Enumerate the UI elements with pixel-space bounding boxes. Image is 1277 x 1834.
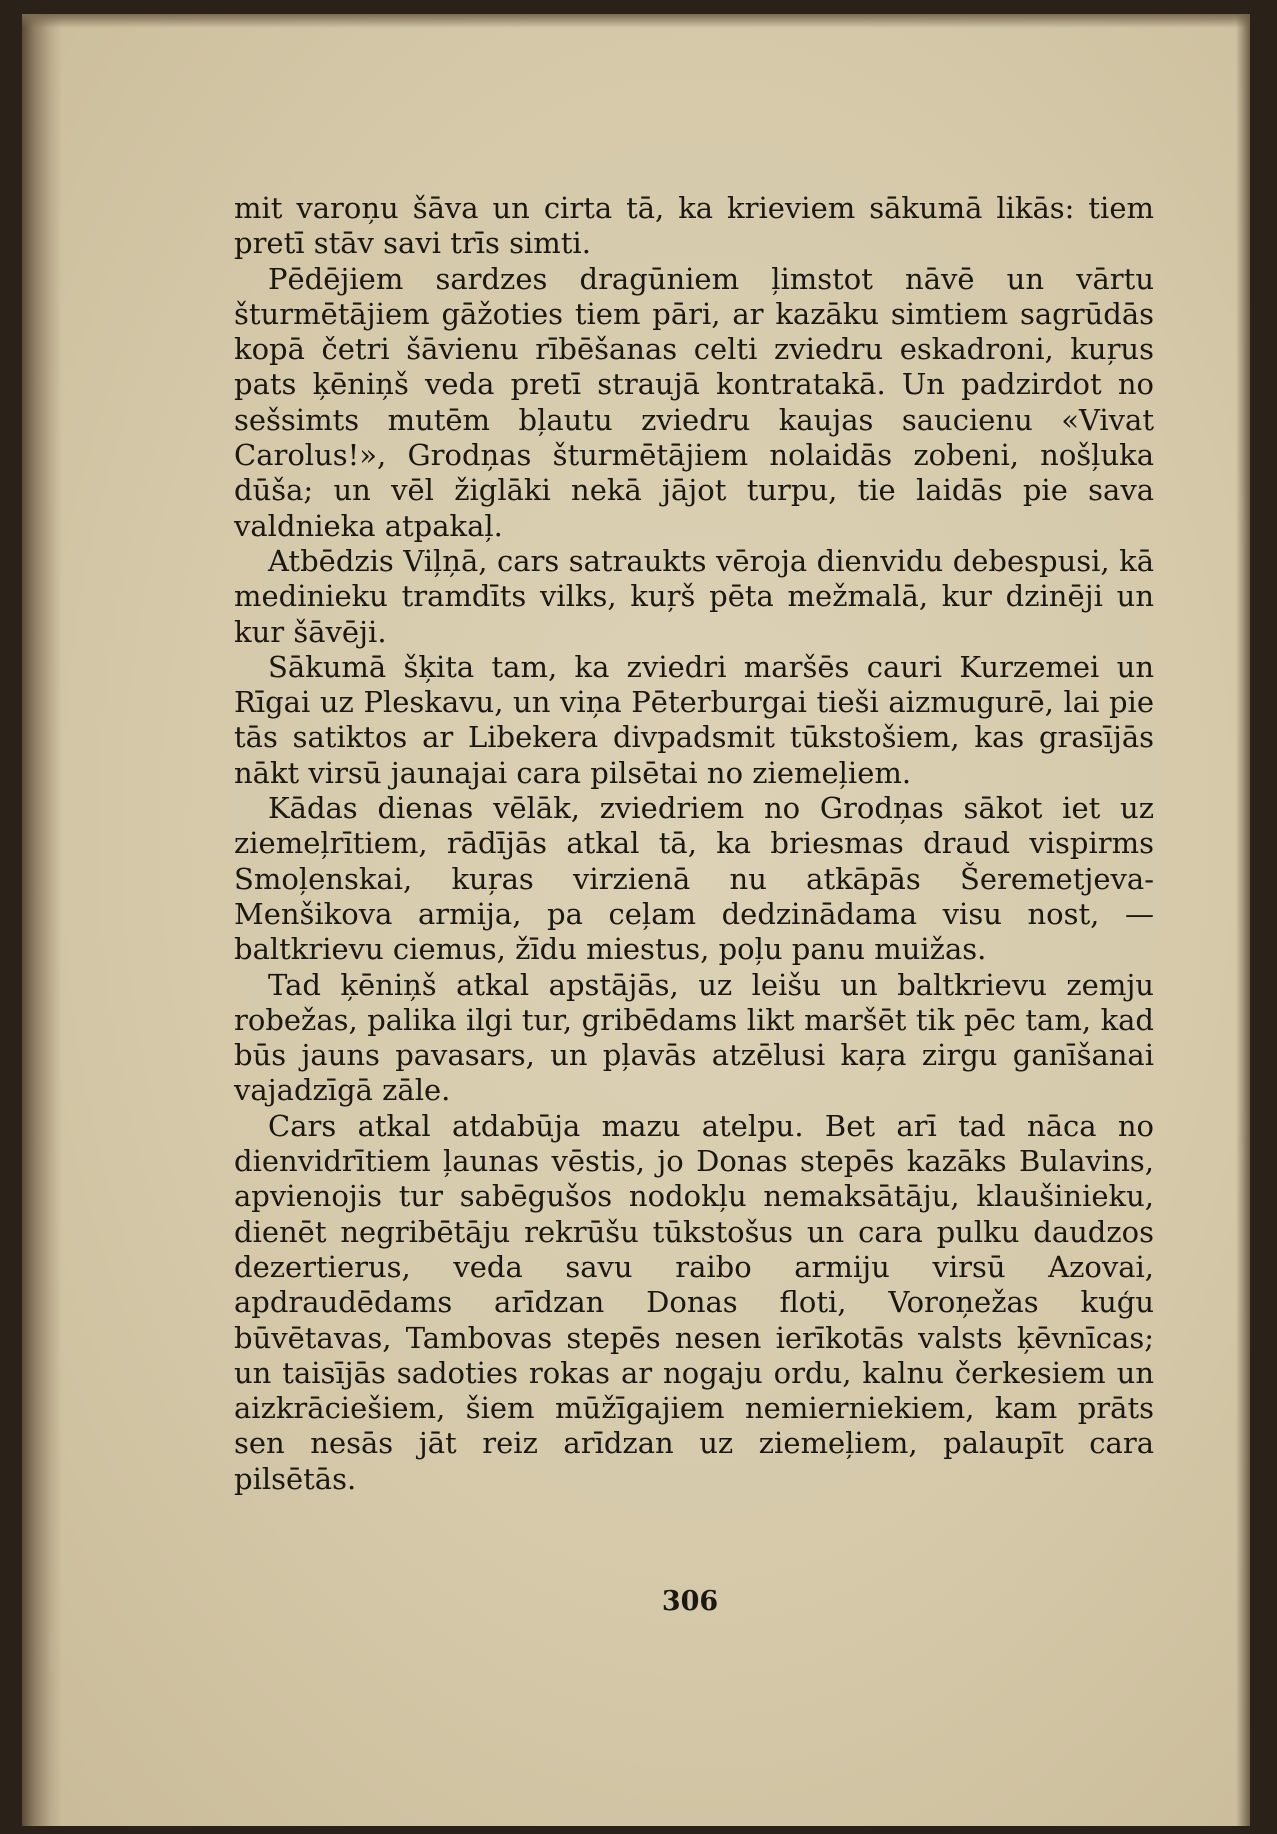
paragraph: Pēdējiem sardzes dragūniem ļimstot nāvē un vārtu šturmētājiem gāžoties tiem pāri, ar kazāku simtiem sagrūdās kopā četri šāvienu rībēšanas celti zviedru eskadroni, kuŗus pats ķēniņš veda pretī straujā kontratakā. Un padzirdot no sešsimts mutēm bļautu zviedru kaujas saucienu «Vivat Carolus!», Grodņas šturmētājiem nolaidās zobeni, nošļuka dūša; un vēl žiglāki nekā jājot turpu, tie laidās pie sava valdnieka atpakaļ. [234,261,1154,543]
paragraph-continuation: mit varoņu šāva un cirta tā, ka krieviem sākumā likās: tiem pretī stāv savi trīs simti. [234,191,1154,261]
right-edge-shadow [1236,14,1250,1826]
paragraph: Tad ķēniņš atkal apstājās, uz leišu un baltkrievu zemju robežas, palika ilgi tur, gribēdams likt maršēt tik pēc tam, kad būs jauns pavasars, un pļavās atzēlusi kaŗa zirgu ganīšanai vajadzīgā zāle. [234,967,1154,1108]
page-gutter [22,14,62,1826]
paragraph: Cars atkal atdabūja mazu atelpu. Bet arī tad nāca no dienvidrītiem ļaunas vēstis, jo Donas stepēs kazāks Bulavins, apvienojis tur sabēgušos nodokļu nemaksātāju, klaušinieku, dienēt negribētāju rekrūšu tūkstošus un cara pulku daudzos dezertierus, veda savu raibo armiju virsū Azovai, apdraudēdams arīdzan Donas floti, Voroņežas kuģu būvētavas, Tambovas stepēs nesen ierīkotās valsts ķēvnīcas; un taisījās sadoties rokas ar nogaju ordu, kalnu čerkesiem un aizkrāciešiem, šiem mūžīgajiem nemierniekiem, kam prāts sen nesās jāt reiz arīdzan uz ziemeļiem, palaupīt cara pilsētās. [234,1108,1154,1496]
page-number: 306 [661,1586,719,1617]
paragraph: Atbēdzis Viļņā, cars satraukts vēroja dienvidu debespusi, kā medinieku tramdīts vilks, kuŗš pēta mežmalā, kur dzinēji un kur šāvēji. [234,543,1154,649]
body-text [234,191,1154,1497]
book-page [22,14,1250,1826]
paragraph: Kādas dienas vēlāk, zviedriem no Grodņas sākot iet uz ziemeļrītiem, rādījās atkal tā, ka briesmas draud vispirms Smoļenskai, kuŗas virzienā nu atkāpās Šeremetjeva-Menšikova armija, pa ceļam dedzinādama visu nost, — baltkrievu ciemus, žīdu miestus, poļu panu muižas. [234,791,1154,967]
top-edge-shadow [22,14,1250,28]
paragraph: Sākumā šķita tam, ka zviedri maršēs cauri Kurzemei un Rīgai uz Pleskavu, un viņa Pēterburgai tieši aizmugurē, lai pie tās satiktos ar Libekera divpadsmit tūkstošiem, kas grasījās nākt virsū jaunajai cara pilsētai no ziemeļiem. [234,649,1154,790]
